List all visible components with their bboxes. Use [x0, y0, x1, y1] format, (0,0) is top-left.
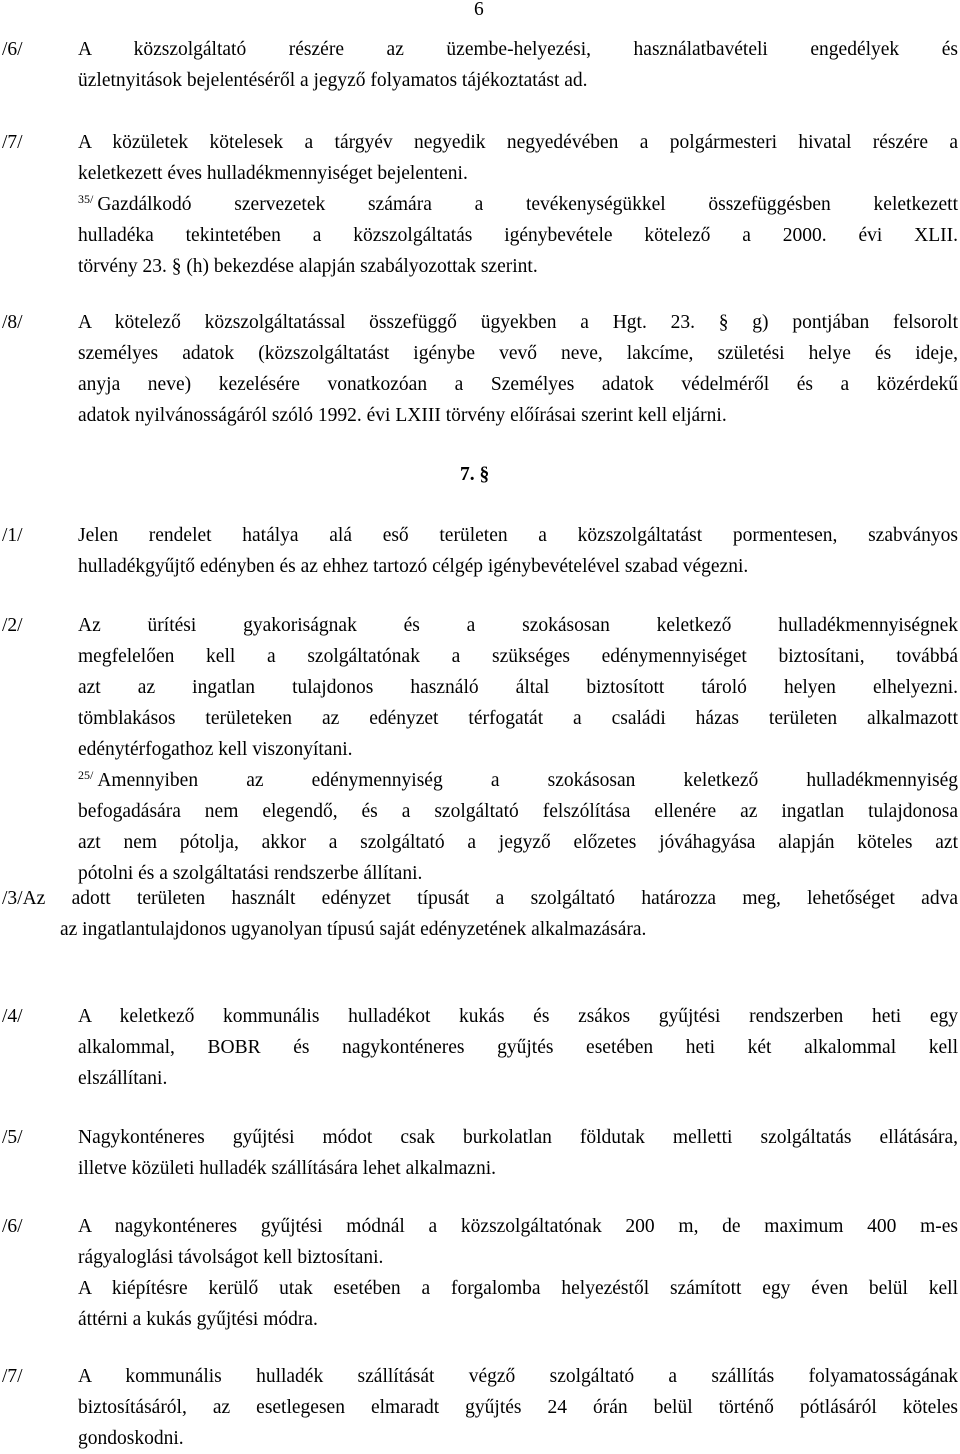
paragraph-line: az ingatlantulajdonos ugyanolyan típusú saját edényzetének alkalmazására.	[60, 919, 647, 940]
paragraph-line: illetve közületi hulladék szállítására lehet alkalmazni.	[78, 1158, 496, 1179]
paragraph-line: befogadására nem elegendő, és a szolgáltató felszólítása ellenére az ingatlan tulajdonosa	[78, 801, 958, 822]
section-heading: 7. §	[460, 464, 490, 485]
paragraph-number: /1/	[2, 525, 23, 546]
footnote-paragraph-line: $^{25/}$ Amennyiben az edénymennyiség a szokásosan keletkező hulladékmennyiség	[78, 768, 958, 791]
paragraph-line: A nagykonténeres gyűjtési módnál a közszolgáltatónak 200 m, de maximum 400 m-es	[78, 1216, 958, 1237]
paragraph-line: A keletkező kommunális hulladékot kukás és zsákos gyűjtési rendszerben heti egy	[78, 1006, 958, 1027]
paragraph-number: /6/	[2, 1216, 23, 1237]
paragraph-line: A közszolgáltató részére az üzembe-helyezési, használatbavételi engedélyek és	[78, 39, 958, 60]
paragraph-line: edénytérfogathoz kell viszonyítani.	[78, 739, 353, 760]
paragraph-line: /3/Az adott területen használt edényzet típusát a szolgáltató határozza meg, lehetőséget adva	[2, 888, 958, 909]
paragraph-number: /8/	[2, 312, 23, 333]
paragraph-line: üzletnyitások bejelentéséről a jegyző folyamatos tájékoztatást ad.	[78, 70, 588, 91]
paragraph-line: Nagykonténeres gyűjtési módot csak burkolatlan földutak melletti szolgáltatás ellátására,	[78, 1127, 958, 1148]
paragraph-line: gondoskodni.	[78, 1428, 184, 1449]
paragraph-number: /7/	[2, 1366, 23, 1387]
paragraph-line: hulladékgyűjtő edényben és az ehhez tartozó célgép igénybevételével szabad végezni.	[78, 556, 749, 577]
footnote-paragraph-line: $^{35/}$ Gazdálkodó szervezetek számára a tevékenységükkel összefüggésben keletkezett	[78, 192, 958, 215]
paragraph-number: /6/	[2, 39, 23, 60]
paragraph-line: törvény 23. § (h) bekezdése alapján szabályozottak szerint.	[78, 256, 538, 277]
paragraph-line: pótolni és a szolgáltatási rendszerbe állítani.	[78, 863, 423, 884]
footnote-reference: 35/	[78, 192, 94, 206]
paragraph-line: megfelelően kell a szolgáltatónak a szükséges edénymennyiséget biztosítani, továbbá	[78, 646, 958, 667]
paragraph-number: /7/	[2, 132, 23, 153]
paragraph-line: adatok nyilvánosságáról szóló 1992. évi LXIII törvény előírásai szerint kell eljárni.	[78, 405, 727, 426]
paragraph-line: áttérni a kukás gyűjtési módra.	[78, 1309, 318, 1330]
paragraph-line: Jelen rendelet hatálya alá eső területen a közszolgáltatást pormentesen, szabványos	[78, 525, 958, 546]
paragraph-number: /2/	[2, 615, 23, 636]
paragraph-number: /5/	[2, 1127, 23, 1148]
paragraph-line: elszállítani.	[78, 1068, 168, 1089]
paragraph-line: anyja neve) kezelésére vonatkozóan a Személyes adatok védelméről és a közérdekű	[78, 374, 958, 395]
paragraph-line: azt az ingatlan tulajdonos használó által biztosított tároló helyen elhelyezni.	[78, 677, 958, 698]
paragraph-line: A közületek kötelesek a tárgyév negyedik negyedévében a polgármesteri hivatal részére a	[78, 132, 958, 153]
paragraph-line: személyes adatok (közszolgáltatást igénybe vevő neve, lakcíme, születési helye és ideje,	[78, 343, 958, 364]
paragraph-number: /4/	[2, 1006, 23, 1027]
paragraph-line: A kommunális hulladék szállítását végző szolgáltató a szállítás folyamatosságának	[78, 1366, 958, 1387]
paragraph-line: keletkezett éves hulladékmennyiséget bejelenteni.	[78, 163, 468, 184]
paragraph-line: A kiépítésre kerülő utak esetében a forgalomba helyezéstől számított egy éven belül kell	[78, 1278, 958, 1299]
page-number: 6	[474, 0, 484, 20]
paragraph-line: rágyaloglási távolságot kell biztosítani.	[78, 1247, 384, 1268]
footnote-reference: 25/	[78, 768, 94, 782]
paragraph-7-3	[2, 883, 958, 945]
paragraph-line: A kötelező közszolgáltatással összefüggő ügyekben a Hgt. 23. § g) pontjában felsorolt	[78, 312, 958, 333]
paragraph-line: hulladéka tekintetében a közszolgáltatás igénybevétele kötelező a 2000. évi XLII.	[78, 225, 958, 246]
paragraph-line: biztosításáról, az esetlegesen elmaradt gyűjtés 24 órán belül történő pótlásáról köteles	[78, 1397, 958, 1418]
paragraph-line: tömblakásos területeken az edényzet térfogatát a családi házas területen alkalmazott	[78, 708, 958, 729]
paragraph-line: azt nem pótolja, akkor a szolgáltató a jegyző előzetes jóváhagyása alapján köteles azt	[78, 832, 958, 853]
paragraph-line: alkalommal, BOBR és nagykonténeres gyűjtés esetében heti két alkalommal kell	[78, 1037, 958, 1058]
paragraph-line: Az ürítési gyakoriságnak és a szokásosan keletkező hulladékmennyiségnek	[78, 615, 958, 636]
